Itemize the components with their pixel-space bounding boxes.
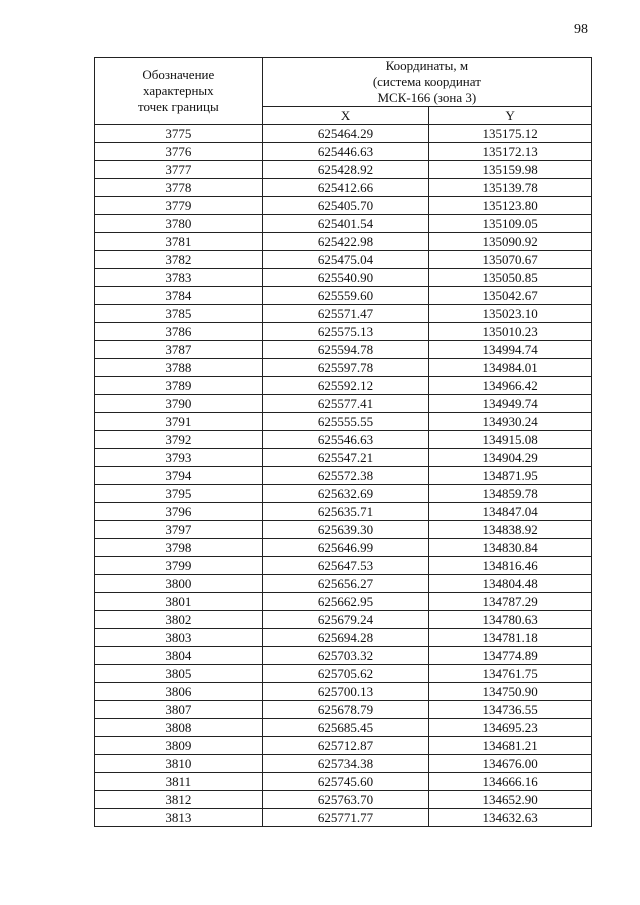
- point-id-cell: 3791: [95, 413, 263, 431]
- x-coordinate-cell: 625597.78: [262, 359, 429, 377]
- x-coordinate-cell: 625546.63: [262, 431, 429, 449]
- y-coordinate-cell: 134830.84: [429, 539, 592, 557]
- x-coordinate-cell: 625412.66: [262, 179, 429, 197]
- x-coordinate-cell: 625705.62: [262, 665, 429, 683]
- x-coordinate-cell: 625401.54: [262, 215, 429, 233]
- point-id-cell: 3783: [95, 269, 263, 287]
- y-coordinate-cell: 134804.48: [429, 575, 592, 593]
- point-id-cell: 3802: [95, 611, 263, 629]
- point-id-cell: 3777: [95, 161, 263, 179]
- point-id-cell: 3798: [95, 539, 263, 557]
- x-coordinate-cell: 625639.30: [262, 521, 429, 539]
- x-coordinate-cell: 625679.24: [262, 611, 429, 629]
- x-coordinate-cell: 625694.28: [262, 629, 429, 647]
- table-row: [95, 593, 592, 611]
- table-row: [95, 233, 592, 251]
- x-coordinate-cell: 625700.13: [262, 683, 429, 701]
- designation-header-line: Обозначение: [142, 67, 215, 82]
- table-header: [95, 58, 592, 125]
- table-row: [95, 485, 592, 503]
- table-row: [95, 143, 592, 161]
- table-row: [95, 611, 592, 629]
- point-id-cell: 3803: [95, 629, 263, 647]
- y-coordinate-cell: 134681.21: [429, 737, 592, 755]
- y-coordinate-cell: 134632.63: [429, 809, 592, 827]
- x-coordinate-cell: 625632.69: [262, 485, 429, 503]
- point-id-cell: 3805: [95, 665, 263, 683]
- point-id-cell: 3776: [95, 143, 263, 161]
- point-id-cell: 3811: [95, 773, 263, 791]
- x-coordinate-cell: 625577.41: [262, 395, 429, 413]
- table-row: [95, 449, 592, 467]
- x-coordinate-cell: 625712.87: [262, 737, 429, 755]
- x-coordinate-cell: 625594.78: [262, 341, 429, 359]
- y-column-header: Y: [429, 107, 592, 125]
- y-coordinate-cell: 134652.90: [429, 791, 592, 809]
- table-row: [95, 791, 592, 809]
- y-coordinate-cell: 134736.55: [429, 701, 592, 719]
- x-coordinate-cell: 625745.60: [262, 773, 429, 791]
- point-id-cell: 3787: [95, 341, 263, 359]
- x-coordinate-cell: 625446.63: [262, 143, 429, 161]
- x-column-header: X: [262, 107, 429, 125]
- table-row: [95, 701, 592, 719]
- table-row: [95, 683, 592, 701]
- table-row: [95, 305, 592, 323]
- point-id-cell: 3781: [95, 233, 263, 251]
- point-id-cell: 3792: [95, 431, 263, 449]
- table-row: [95, 359, 592, 377]
- point-id-cell: 3812: [95, 791, 263, 809]
- table-row: [95, 773, 592, 791]
- y-coordinate-cell: 134781.18: [429, 629, 592, 647]
- y-coordinate-cell: 134994.74: [429, 341, 592, 359]
- y-coordinate-cell: 135050.85: [429, 269, 592, 287]
- point-id-cell: 3808: [95, 719, 263, 737]
- y-coordinate-cell: 134871.95: [429, 467, 592, 485]
- coordinates-header-line: МСК-166 (зона 3): [377, 90, 477, 105]
- header-row-main: [95, 58, 592, 107]
- table-row: [95, 521, 592, 539]
- table-row: [95, 539, 592, 557]
- table-row: [95, 431, 592, 449]
- x-coordinate-cell: 625763.70: [262, 791, 429, 809]
- point-id-cell: 3794: [95, 467, 263, 485]
- x-coordinate-cell: 625685.45: [262, 719, 429, 737]
- table-row: [95, 503, 592, 521]
- y-coordinate-cell: 134859.78: [429, 485, 592, 503]
- y-coordinate-cell: 134816.46: [429, 557, 592, 575]
- table-row: [95, 395, 592, 413]
- y-coordinate-cell: 134787.29: [429, 593, 592, 611]
- x-coordinate-cell: 625428.92: [262, 161, 429, 179]
- x-coordinate-cell: 625559.60: [262, 287, 429, 305]
- table-row: [95, 575, 592, 593]
- x-coordinate-cell: 625662.95: [262, 593, 429, 611]
- x-coordinate-cell: 625703.32: [262, 647, 429, 665]
- y-coordinate-cell: 135159.98: [429, 161, 592, 179]
- table-row: [95, 215, 592, 233]
- table-row: [95, 557, 592, 575]
- x-coordinate-cell: 625592.12: [262, 377, 429, 395]
- point-id-cell: 3800: [95, 575, 263, 593]
- page-number: 98: [574, 22, 588, 37]
- y-coordinate-cell: 134930.24: [429, 413, 592, 431]
- point-id-cell: 3779: [95, 197, 263, 215]
- y-coordinate-cell: 134847.04: [429, 503, 592, 521]
- y-coordinate-cell: 134695.23: [429, 719, 592, 737]
- designation-header-line: точек границы: [137, 99, 219, 114]
- x-coordinate-cell: 625475.04: [262, 251, 429, 269]
- table-row: [95, 755, 592, 773]
- table-row: [95, 197, 592, 215]
- table-row: [95, 179, 592, 197]
- y-coordinate-cell: 134984.01: [429, 359, 592, 377]
- point-id-cell: 3780: [95, 215, 263, 233]
- x-coordinate-cell: 625405.70: [262, 197, 429, 215]
- point-id-cell: 3782: [95, 251, 263, 269]
- table-row: [95, 413, 592, 431]
- x-coordinate-cell: 625647.53: [262, 557, 429, 575]
- y-coordinate-cell: 135123.80: [429, 197, 592, 215]
- coordinates-header-line: (система координат: [372, 74, 481, 89]
- x-coordinate-cell: 625646.99: [262, 539, 429, 557]
- point-id-cell: 3775: [95, 125, 263, 143]
- x-coordinate-cell: 625678.79: [262, 701, 429, 719]
- table-row: [95, 269, 592, 287]
- y-coordinate-cell: 134838.92: [429, 521, 592, 539]
- y-coordinate-cell: 135042.67: [429, 287, 592, 305]
- point-id-cell: 3804: [95, 647, 263, 665]
- y-coordinate-cell: 134904.29: [429, 449, 592, 467]
- y-coordinate-cell: 135090.92: [429, 233, 592, 251]
- point-id-cell: 3797: [95, 521, 263, 539]
- designation-header-line: характерных: [143, 83, 214, 98]
- x-coordinate-cell: 625575.13: [262, 323, 429, 341]
- point-id-cell: 3799: [95, 557, 263, 575]
- coordinates-header: [262, 58, 591, 107]
- y-coordinate-cell: 135175.12: [429, 125, 592, 143]
- table-row: [95, 251, 592, 269]
- point-id-cell: 3785: [95, 305, 263, 323]
- x-coordinate-cell: 625771.77: [262, 809, 429, 827]
- table-row: [95, 647, 592, 665]
- x-coordinate-cell: 625734.38: [262, 755, 429, 773]
- x-coordinate-cell: 625656.27: [262, 575, 429, 593]
- y-coordinate-cell: 135023.10: [429, 305, 592, 323]
- y-coordinate-cell: 134676.00: [429, 755, 592, 773]
- x-coordinate-cell: 625572.38: [262, 467, 429, 485]
- table-body: [95, 125, 592, 827]
- x-coordinate-cell: 625635.71: [262, 503, 429, 521]
- x-coordinate-cell: 625571.47: [262, 305, 429, 323]
- point-id-cell: 3793: [95, 449, 263, 467]
- point-id-cell: 3796: [95, 503, 263, 521]
- coordinates-table: [94, 57, 592, 827]
- x-coordinate-cell: 625540.90: [262, 269, 429, 287]
- point-id-cell: 3809: [95, 737, 263, 755]
- y-coordinate-cell: 134966.42: [429, 377, 592, 395]
- table-row: [95, 809, 592, 827]
- coordinates-header-line: Координаты, м: [385, 58, 469, 73]
- x-coordinate-cell: 625547.21: [262, 449, 429, 467]
- y-coordinate-cell: 134949.74: [429, 395, 592, 413]
- point-id-cell: 3807: [95, 701, 263, 719]
- table-row: [95, 719, 592, 737]
- table-row: [95, 467, 592, 485]
- point-id-cell: 3795: [95, 485, 263, 503]
- point-id-cell: 3801: [95, 593, 263, 611]
- point-id-cell: 3790: [95, 395, 263, 413]
- table-row: [95, 125, 592, 143]
- y-coordinate-cell: 135010.23: [429, 323, 592, 341]
- point-id-cell: 3788: [95, 359, 263, 377]
- y-coordinate-cell: 134780.63: [429, 611, 592, 629]
- table-row: [95, 737, 592, 755]
- y-coordinate-cell: 134666.16: [429, 773, 592, 791]
- table-row: [95, 629, 592, 647]
- x-coordinate-cell: 625464.29: [262, 125, 429, 143]
- point-id-cell: 3789: [95, 377, 263, 395]
- point-id-cell: 3784: [95, 287, 263, 305]
- table-row: [95, 341, 592, 359]
- y-coordinate-cell: 134750.90: [429, 683, 592, 701]
- y-coordinate-cell: 134761.75: [429, 665, 592, 683]
- y-coordinate-cell: 135172.13: [429, 143, 592, 161]
- x-coordinate-cell: 625422.98: [262, 233, 429, 251]
- table-row: [95, 323, 592, 341]
- table-row: [95, 377, 592, 395]
- point-id-cell: 3810: [95, 755, 263, 773]
- x-coordinate-cell: 625555.55: [262, 413, 429, 431]
- y-coordinate-cell: 135070.67: [429, 251, 592, 269]
- y-coordinate-cell: 135109.05: [429, 215, 592, 233]
- table-row: [95, 665, 592, 683]
- designation-header: [95, 58, 263, 125]
- point-id-cell: 3806: [95, 683, 263, 701]
- point-id-cell: 3813: [95, 809, 263, 827]
- point-id-cell: 3786: [95, 323, 263, 341]
- y-coordinate-cell: 135139.78: [429, 179, 592, 197]
- table-row: [95, 161, 592, 179]
- y-coordinate-cell: 134774.89: [429, 647, 592, 665]
- table-row: [95, 287, 592, 305]
- point-id-cell: 3778: [95, 179, 263, 197]
- y-coordinate-cell: 134915.08: [429, 431, 592, 449]
